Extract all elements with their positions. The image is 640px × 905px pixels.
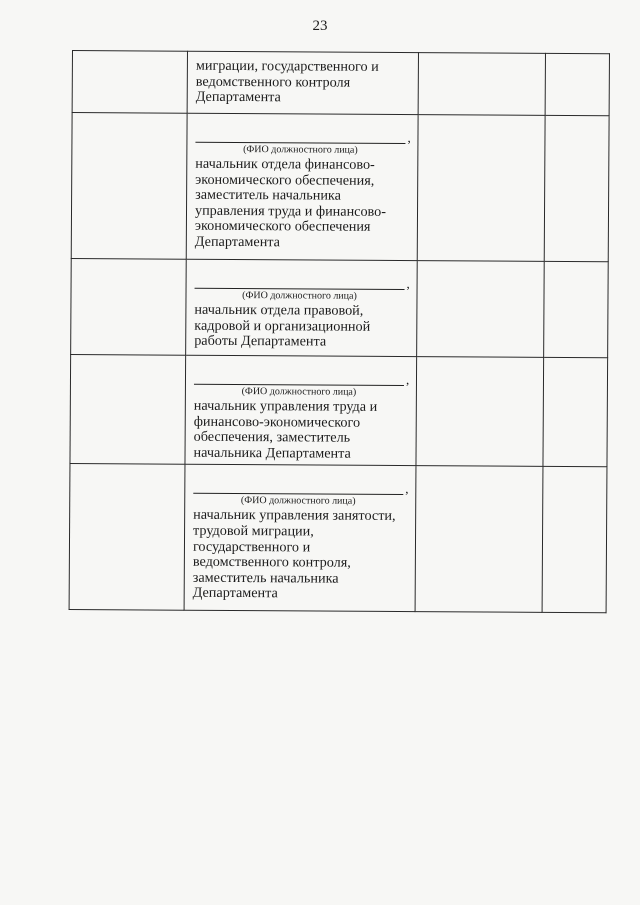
position-text-line: Департамента bbox=[195, 88, 281, 106]
position-text-line: начальника Департамента bbox=[193, 444, 351, 462]
approval-table bbox=[69, 50, 610, 614]
table-row bbox=[72, 51, 609, 116]
position-text-line: ведомственного контроля, bbox=[192, 553, 351, 571]
number-cell bbox=[71, 113, 187, 260]
position-text-line: заместитель начальника bbox=[195, 186, 341, 204]
signature-line bbox=[195, 129, 412, 144]
position-text-line: начальник отдела финансово- bbox=[195, 155, 375, 173]
table-row bbox=[70, 354, 608, 467]
position-text-line: кадровой и организационной bbox=[194, 317, 371, 335]
date-cell bbox=[416, 357, 544, 467]
number-cell bbox=[70, 354, 186, 464]
page-number: 23 bbox=[312, 18, 328, 34]
signature-line bbox=[194, 371, 411, 386]
position-text-line: экономического обеспечения bbox=[194, 218, 371, 236]
signature-line bbox=[195, 275, 412, 290]
position-text-line: работы Департамента bbox=[194, 332, 327, 350]
date-cell bbox=[418, 53, 545, 116]
date-cell bbox=[417, 115, 545, 262]
position-text-line: ведомственного контроля bbox=[195, 73, 351, 91]
position-text-line: начальник управления занятости, bbox=[193, 507, 396, 525]
position-text-line: государственного и bbox=[192, 538, 311, 556]
position-cell bbox=[186, 113, 418, 260]
approval-table-body bbox=[69, 51, 609, 614]
signature-cell bbox=[544, 261, 609, 357]
signature-underline bbox=[195, 132, 405, 144]
signature-caption: (ФИО должностного лица) bbox=[243, 144, 358, 156]
position-text-line: начальник управления труда и bbox=[193, 397, 378, 415]
signature-underline bbox=[195, 278, 405, 290]
position-text-line: финансово-экономического bbox=[193, 413, 361, 431]
signature-underline bbox=[193, 483, 403, 495]
signature-cell bbox=[545, 53, 609, 115]
position-text-line: Департамента bbox=[194, 233, 281, 251]
table-row bbox=[71, 258, 609, 357]
date-cell bbox=[417, 261, 545, 358]
table-row bbox=[71, 113, 609, 262]
position-text-line: обеспечения, заместитель bbox=[193, 428, 351, 446]
signature-comma: , bbox=[406, 276, 410, 292]
signature-caption: (ФИО должностного лица) bbox=[240, 495, 356, 508]
number-cell bbox=[69, 464, 185, 611]
signature-caption: (ФИО должностного лица) bbox=[242, 290, 357, 302]
position-text-line: экономического обеспечения, bbox=[195, 171, 375, 189]
signature-comma: , bbox=[405, 481, 409, 497]
signature-line bbox=[193, 480, 410, 495]
number-cell bbox=[71, 258, 187, 355]
position-text-line: управления труда и финансово- bbox=[194, 202, 387, 220]
signature-underline bbox=[194, 374, 404, 386]
position-cell bbox=[184, 465, 416, 612]
signature-cell bbox=[542, 467, 607, 613]
position-text-line: миграции, государственного и bbox=[195, 57, 379, 75]
signature-caption: (ФИО должностного лица) bbox=[241, 386, 357, 398]
table-row bbox=[69, 464, 607, 613]
number-cell bbox=[72, 51, 187, 114]
position-text-line: начальник отдела правовой, bbox=[194, 301, 364, 319]
signature-comma: , bbox=[405, 372, 410, 388]
signature-cell bbox=[543, 357, 608, 467]
signature-cell bbox=[544, 115, 609, 261]
signature-comma: , bbox=[407, 130, 411, 146]
position-text-line: трудовой миграции, bbox=[193, 522, 314, 540]
position-text-line: заместитель начальника bbox=[192, 569, 339, 587]
position-cell bbox=[185, 355, 417, 466]
date-cell bbox=[415, 466, 543, 613]
position-cell bbox=[187, 51, 418, 114]
position-cell bbox=[186, 259, 418, 356]
position-text-line: Департамента bbox=[192, 585, 278, 602]
